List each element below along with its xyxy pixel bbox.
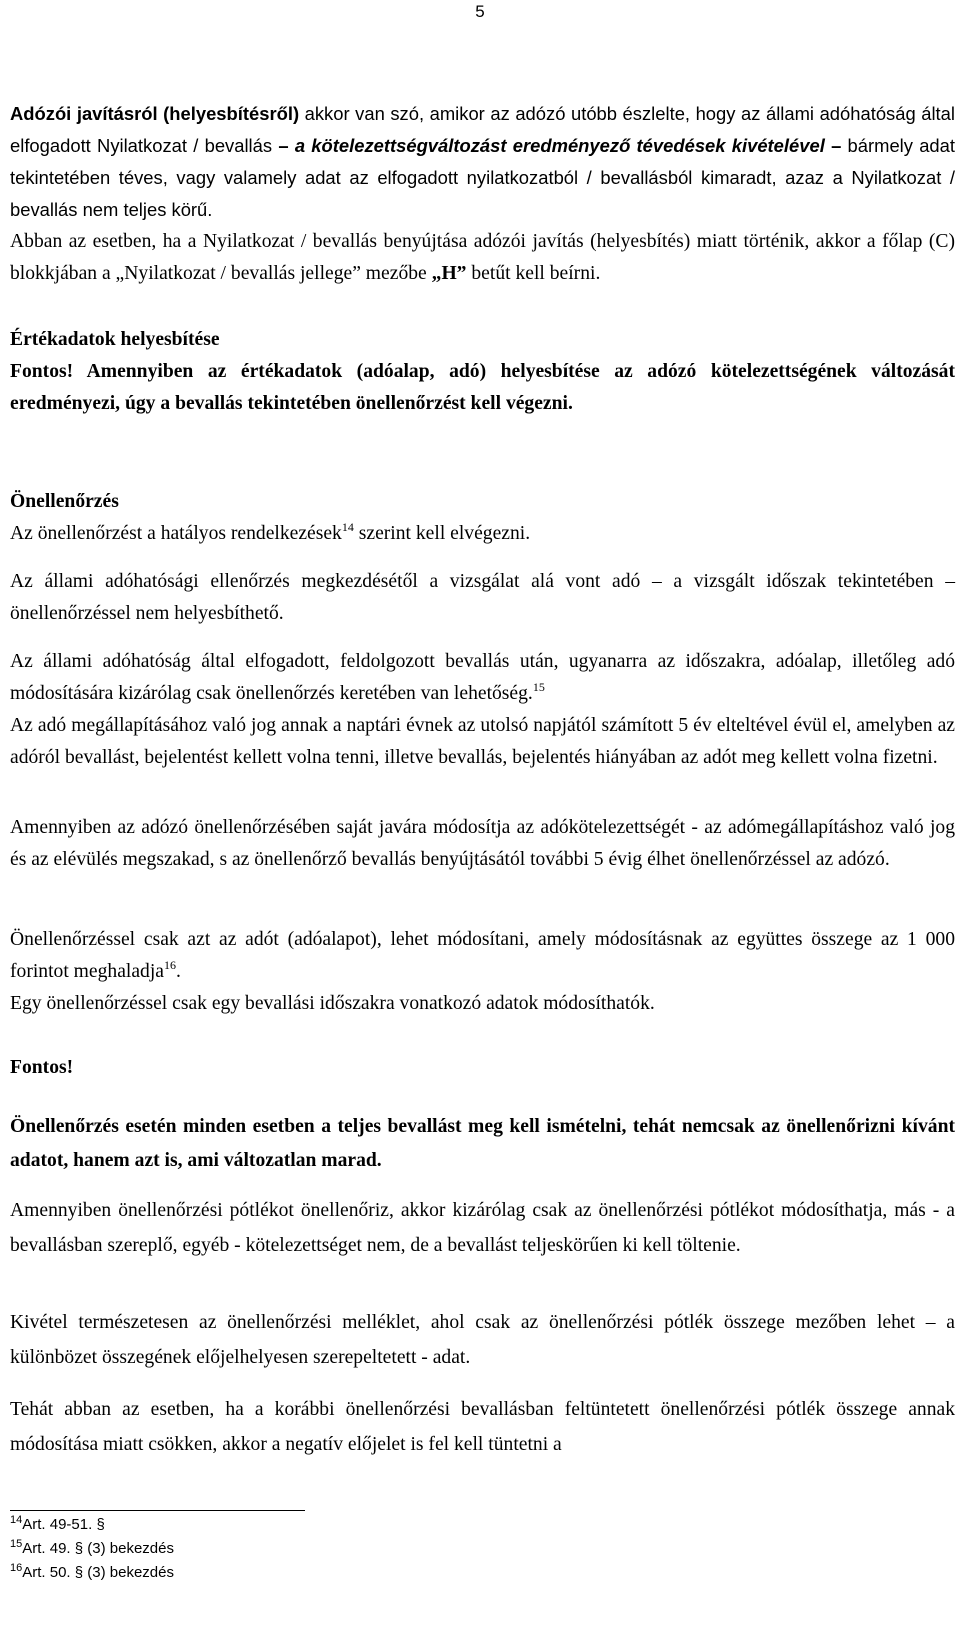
footnote [10,1537,610,1561]
text: Egy önellenőrzéssel csak egy bevallási időszakra vonatkozó adatok módosíthatók. [10,993,655,1014]
footnote [10,1513,610,1537]
text: Az állami adóhatóság által elfogadott, feldolgozott bevallás után, ugyanarra az időszakra, adóalap, illetőleg adó módosítására kizárólag csak önellenőrzés keretében van lehetőség. [10,651,955,704]
footnote-ref: 16 [163,958,176,972]
text: bármely adat tekintetében téves, vagy valamely adat az elfogadott nyilatkozatból / bevallásból kimaradt, azaz a Nyilatkozat / bevallás nem teljes körű. [10,135,956,220]
footnote-number: 16 [10,1562,23,1574]
section-heading: Értékadatok helyesbítése [10,329,220,350]
h-letter: „H” [431,263,467,284]
text: Kivétel természetesen az önellenőrzési melléklet, ahol csak az önellenőrzési pótlék összege mezőben lehet – a különbözet összegének előjelhelyesen szerepeltetett - adat. [10,1312,955,1368]
page-number: 5 [475,2,485,21]
text: Az önellenőrzést a hatályos rendelkezések [10,523,342,544]
footnote-ref: 14 [341,520,354,534]
text: Önellenőrzéssel csak azt az adót (adóalapot), lehet módosítani, amely módosításnak az együttes összege az 1 000 forintot meghaladja [10,929,955,982]
paragraph-1000-forint [10,924,955,1020]
fontos-label: Fontos! [10,361,74,382]
text: betűt kell beírni. [466,263,601,284]
text: Önellenőrzés esetén minden esetben a teljes bevallást meg kell ismételni, tehát nemcsak az önellenőrizni kívánt adatot, hanem azt is, ami változatlan marad. [10,1116,955,1171]
text: akkor van szó, amikor az adózó utóbb észlelte, hogy az állami adóhatóság által elfogadott Nyilatkozat / bevallás [10,103,955,156]
footnote-number: 14 [10,1514,23,1526]
footnote-separator [10,1510,305,1511]
footnote-text: Art. 50. § (3) bekezdés [22,1564,174,1581]
text: Az adó megállapításához való jog annak a naptári évnek az utolsó napjától számított 5 év elteltével évül el, amelyben az adóról bevallást, bejelentést kellett volna tenni, illetve bevallás, bejelentés hiányában az adót meg kellett volna fizetni. [10,715,955,768]
paragraph-modositas [10,646,955,774]
text: szerint kell elvégezni. [353,523,531,544]
section-ertekadatok [10,324,955,420]
fontos-heading [10,1052,955,1084]
section-heading: Önellenőrzés [10,491,119,512]
paragraph-negativ-elojel [10,1392,955,1462]
dash: – [278,135,289,156]
dash: – [824,135,842,156]
fontos-label: Fontos! [10,1057,74,1078]
paragraph-kivetel [10,1305,955,1375]
paragraph-potlek [10,1193,955,1263]
footnotes [10,1513,610,1585]
footnote-number: 15 [10,1538,23,1550]
footnote [10,1561,610,1585]
footnote-text: Art. 49. § (3) bekezdés [22,1540,174,1557]
text: . [175,961,181,982]
text: Amennyiben az értékadatok (adóalap, adó) helyesbítése az adózó kötelezettségének változását eredményezi, úgy a bevallás tekintetében önellenőrzést kell végezni. [10,361,955,414]
section-onellenorzes [10,486,955,550]
paragraph-adozoi-javitas [10,98,955,226]
text: Amennyiben önellenőrzési pótlékot önellenőriz, akkor kizárólag csak az önellenőrzési pótlékot módosíthatja, más - a bevallásban szereplő, egyéb - kötelezettséget nem, de a bevallást teljeskörűen ki kell töltenie. [10,1200,955,1256]
paragraph-sajat-javara [10,812,955,876]
text: Amennyiben az adózó önellenőrzésében saját javára módosítja az adókötelezettségét - az adómegállapításhoz való jog és az elévülés megszakad, s az önellenőrző bevallás benyújtásától további 5 évig élhet önellenőrzéssel az adózó. [10,817,955,870]
paragraph-adohatosagi-ellenorzes [10,566,955,630]
text: Tehát abban az esetben, ha a korábbi önellenőrzési bevallásban feltüntetett önellenőrzési pótlék összege annak módosítása miatt csökken, akkor a negatív előjelet is fel kell tüntetni a [10,1399,955,1455]
footnote-ref: 15 [532,680,545,694]
text: Az állami adóhatósági ellenőrzés megkezdésétől a vizsgálat alá vont adó – a vizsgált időszak tekintetében – önellenőrzéssel nem helyesbíthető. [10,571,955,624]
footnote-text: Art. 49-51. § [22,1516,105,1533]
text: Abban az esetben, ha a Nyilatkozat / bevallás benyújtása adózói javítás (helyesbítés) miatt történik, akkor a főlap (C) blokkjában a „Nyilatkozat / bevallás jellege” mezőbe [10,231,955,284]
paragraph-teljes-bevallas [10,1110,955,1178]
paragraph-h-betu [10,226,955,290]
bold-italic-phrase: a kötelezettségváltozást eredményező tévedések kivételével [288,135,825,156]
bold-term: Adózói javításról (helyesbítésről) [10,103,300,124]
